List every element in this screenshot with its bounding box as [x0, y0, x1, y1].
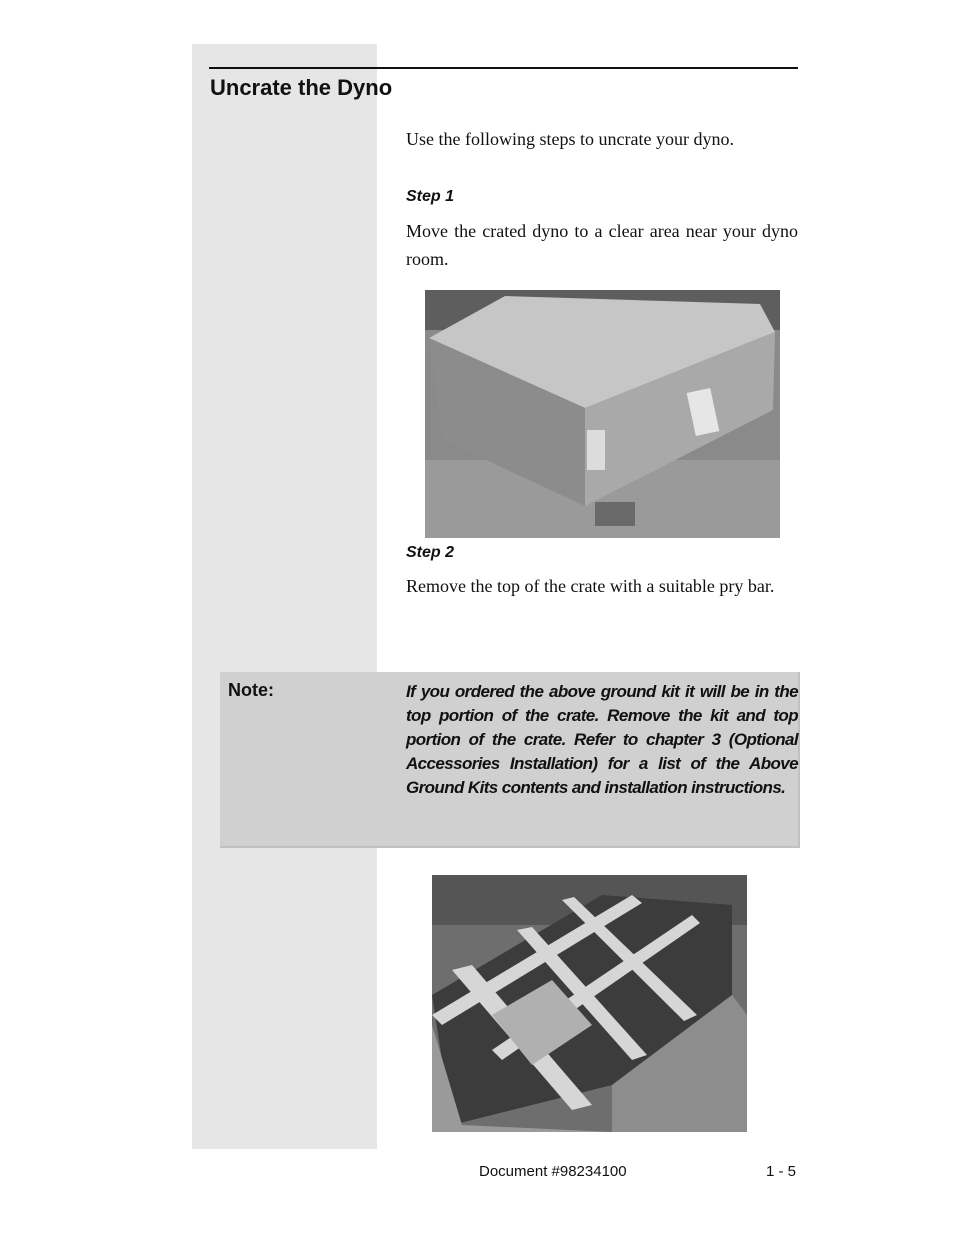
page-title: Uncrate the Dyno: [210, 75, 393, 100]
note-label: Note:: [228, 680, 274, 700]
document-number: Document #98234100: [479, 1163, 627, 1180]
page-number: 1 - 5: [766, 1163, 797, 1180]
margin-sidebar: [192, 44, 377, 1149]
heading-rule: [209, 67, 798, 69]
intro-text: Use the following steps to uncrate your dyno.: [406, 129, 734, 149]
step-1-text: Move the crated dyno to a clear area near your dyno room.: [406, 221, 798, 269]
crate-closed-photo: [425, 290, 780, 538]
note-box: [220, 672, 800, 848]
step-2-label: Step 2: [406, 544, 455, 561]
step-1-label: Step 1: [406, 188, 455, 205]
crate-open-photo: [432, 875, 747, 1132]
note-text: If you ordered the above ground kit it will be in the top portion of the crate. Remove the kit and top portion of the crate. Refer to chapter 3 (Optional Accessories Installation) for a list of the Above Ground Kits contents and installation instructions.: [406, 682, 798, 797]
step-2-text: Remove the top of the crate with a suitable pry bar.: [406, 576, 775, 596]
